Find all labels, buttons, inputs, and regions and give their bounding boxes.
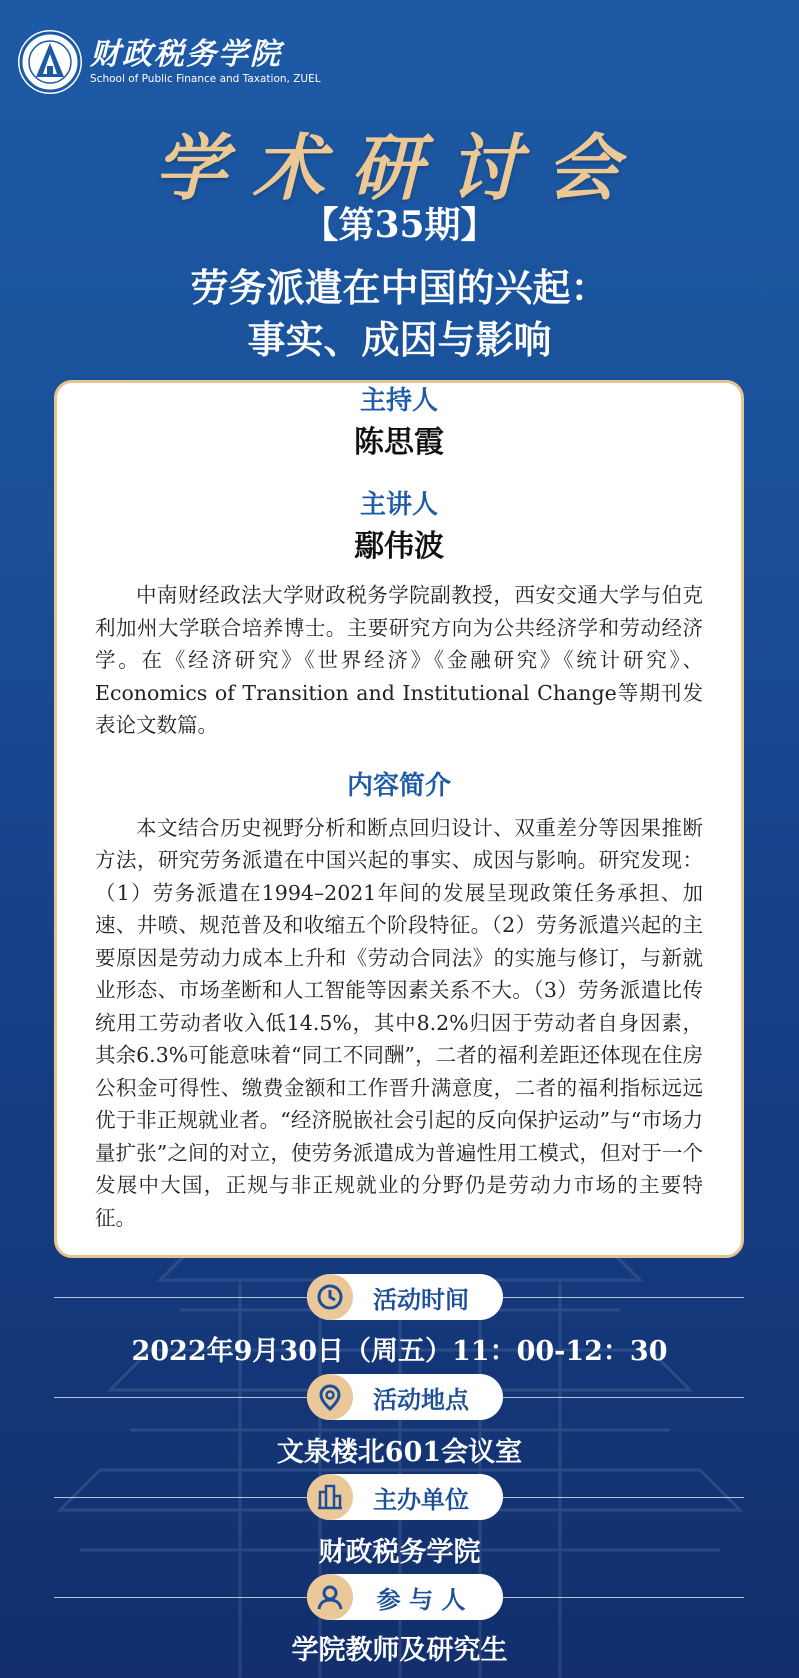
host-name: 陈思霞: [354, 425, 444, 460]
school-name-en: School of Public Finance and Taxation, ZUEL: [90, 73, 321, 85]
host-heading: 主持人: [359, 386, 438, 416]
host-unit-label: 主办单位: [373, 1484, 469, 1514]
school-logo-block: [18, 30, 321, 94]
participants-value: 学院教师及研究生: [291, 1635, 508, 1666]
summary-heading: 内容简介: [346, 770, 451, 801]
clock-icon: [307, 1274, 353, 1320]
issue-number: 【第35期】: [302, 204, 497, 246]
building-icon: [307, 1474, 353, 1520]
host-unit-value: 财政税务学院: [318, 1537, 481, 1568]
time-label: 活动时间: [373, 1284, 469, 1314]
location-pin-icon: [307, 1374, 353, 1420]
school-emblem-icon: [18, 30, 82, 94]
talk-title: [0, 262, 799, 366]
time-pill: [307, 1274, 503, 1320]
participants-pill: [307, 1574, 503, 1620]
speaker-name: 鄢伟波: [354, 529, 444, 564]
school-name-cn: 财政税务学院: [90, 37, 282, 72]
host-unit-pill: [307, 1474, 503, 1520]
seminar-title: 学术研讨会: [154, 125, 645, 210]
summary-text: 本文结合历史视野分析和断点回归设计、双重差分等因果推断方法，研究劳务派遣在中国兴起的事实、成因与影响。研究发现：（1）劳务派遣在1994–2021年间的发展呈现政策任务承担、加速、井喷、规范普及和收缩五个阶段特征。（2）劳务派遣兴起的主要原因是劳动力成本上升和《劳动合同法》的实施与修订，与新就业形态、市场垄断和人工智能等因素关系不大。（3）劳务派遣比传统用工劳动者收入低14.5%，其中8.2%归因于劳动者自身因素，其余6.3%可能意味着“同工不同酬”，二者的福利差距还体现在住房公积金可得性、缴费金额和工作晋升满意度，二者的福利指标远远优于非正规就业者。“经济脱嵌社会引起的反向保护运动”与“市场力量扩张”之间的对立，使劳务派遣成为普遍性用工模式，但对于一个发展中大国，正规与非正规就业的分野仍是劳动力市场的主要特征。: [95, 815, 703, 1230]
place-value: 文泉楼北601会议室: [276, 1437, 523, 1468]
talk-title-line2: 事实、成因与影响: [247, 317, 552, 362]
participants-label: 参 与 人: [376, 1584, 466, 1614]
speaker-bio: 中南财经政法大学财政税务学院副教授，西安交通大学与伯克利加州大学联合培养博士。主要研究方向为公共经济学和劳动经济学。在《经济研究》《世界经济》《金融研究》《统计研究》、Economics of Transition and Institutional Change等期刊发表论文数篇。: [95, 583, 703, 737]
person-icon: [307, 1574, 353, 1620]
time-value: 2022年9月30日（周五）11：00-12：30: [131, 1336, 668, 1367]
place-pill: [307, 1374, 503, 1420]
talk-title-line1: 劳务派遣在中国的兴起：: [190, 265, 609, 310]
speaker-heading: 主讲人: [359, 490, 438, 520]
place-label: 活动地点: [373, 1384, 469, 1414]
content-card: [54, 380, 744, 1258]
